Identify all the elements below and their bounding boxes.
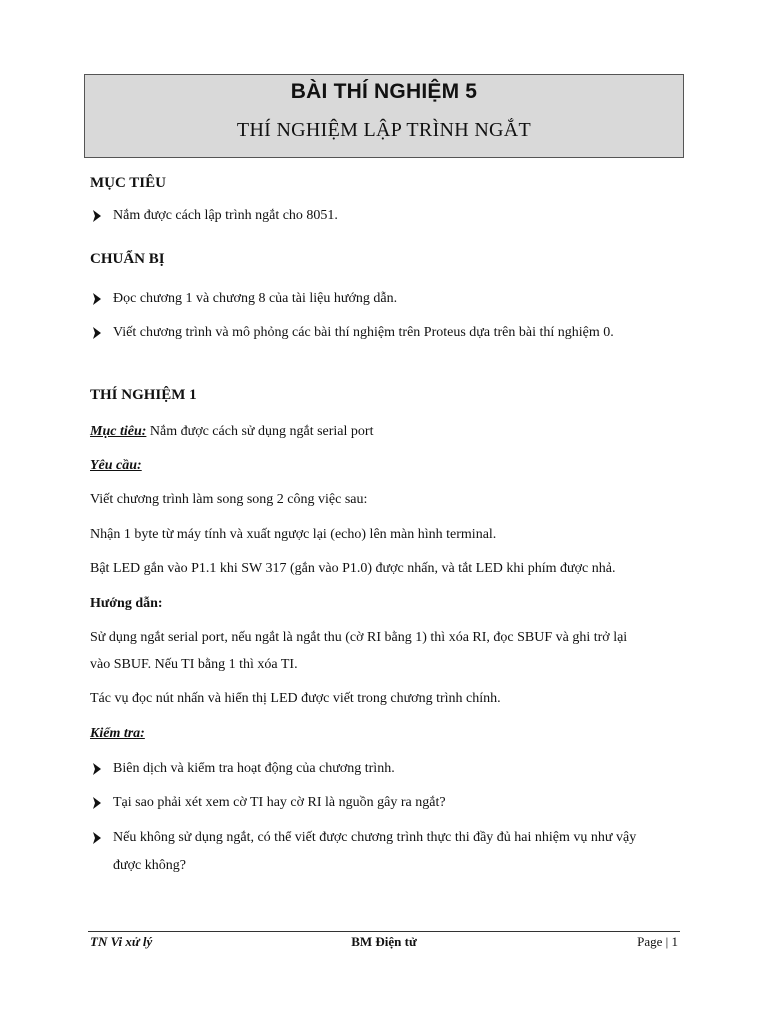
experiment1-heading: THÍ NGHIỆM 1 <box>90 387 197 403</box>
arrow-bullet-icon <box>92 327 102 339</box>
check-item-continuation: được không? <box>113 858 186 873</box>
requirement-label: Yêu cầu: <box>90 458 142 473</box>
arrow-bullet-icon <box>92 797 102 809</box>
experiment1-objective <box>90 424 373 440</box>
page-subtitle: THÍ NGHIỆM LẬP TRÌNH NGẮT <box>236 119 532 141</box>
objective-text: Nắm được cách sử dụng ngắt serial port <box>146 424 374 439</box>
guide-label: Hướng dẫn: <box>90 596 163 611</box>
guide-line: vào SBUF. Nếu TI bằng 1 thì xóa TI. <box>90 657 298 672</box>
footer-department: BM Điện tử <box>351 934 417 949</box>
arrow-bullet-icon <box>92 210 102 222</box>
requirement-line: Viết chương trình làm song song 2 công việc sau: <box>90 492 368 507</box>
arrow-bullet-icon <box>92 763 102 775</box>
requirement-line: Nhận 1 byte từ máy tính và xuất ngược lại (echo) lên màn hình terminal. <box>90 527 497 542</box>
arrow-bullet-icon <box>92 293 102 305</box>
page-title: BÀI THÍ NGHIỆM 5 <box>290 80 478 103</box>
footer-course: TN Vi xử lý <box>90 934 153 949</box>
requirement-line: Bật LED gắn vào P1.1 khi SW 317 (gắn vào P1.0) được nhấn, và tắt LED khi phím được nhả. <box>90 561 616 576</box>
prep-heading: CHUẨN BỊ <box>90 251 165 267</box>
footer-divider <box>88 931 680 932</box>
footer-page-number: Page | 1 <box>637 934 678 949</box>
check-label: Kiểm tra: <box>90 726 145 741</box>
objective-heading: MỤC TIÊU <box>90 175 166 191</box>
guide-line: Sử dụng ngắt serial port, nếu ngắt là ngắt thu (cờ RI bằng 1) thì xóa RI, đọc SBUF và ghi trở lại <box>90 630 628 645</box>
arrow-bullet-icon <box>92 832 102 844</box>
objective-label: Mục tiêu: <box>90 424 147 439</box>
guide-line: Tác vụ đọc nút nhấn và hiển thị LED được viết trong chương trình chính. <box>90 691 501 706</box>
title-box <box>84 74 684 158</box>
